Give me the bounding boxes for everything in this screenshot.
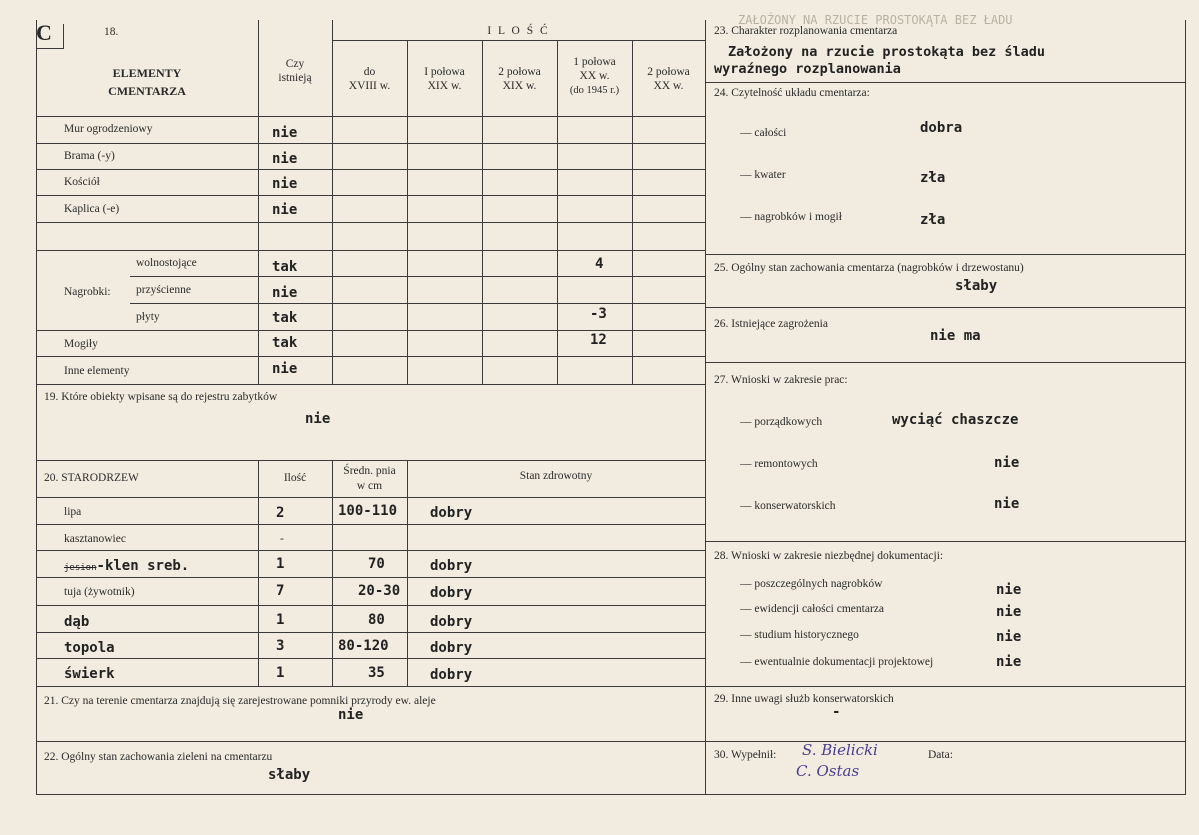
tree-name: dąb [64, 614, 90, 630]
sec27-item-label: — remontowych [740, 458, 818, 470]
sec26-label: 26. Istniejące zagrożenia [714, 318, 828, 330]
row-przys-label: przyścienne [136, 284, 191, 296]
tree-qty: 1 [276, 556, 285, 572]
tree-diam: 80-120 [338, 638, 389, 654]
sec24-item-value: zła [920, 170, 946, 186]
col-2-l1: I połowa [424, 66, 465, 78]
sec20-label: 20. STARODRZEW [44, 472, 139, 484]
sec18-title-2: CMENTARZA [108, 84, 186, 98]
col-exists-1: Czy [285, 58, 305, 70]
tree-diam: 100-110 [338, 503, 398, 519]
tree-diam: 80 [368, 612, 385, 628]
row-kaplica-exists: nie [272, 202, 298, 218]
tree-name: jesion-klen sreb. [64, 558, 190, 574]
row-wolno-exists: tak [272, 259, 298, 275]
signature-1: S. Bielicki [802, 741, 878, 759]
sec28-item-label: — ewentualnie dokumentacji projektowej [740, 656, 934, 668]
tree-state: dobry [430, 585, 473, 601]
row-brama-label: Brama (-y) [64, 150, 115, 162]
sec28-item-value: nie [996, 654, 1022, 670]
sec23-label: 23. Charakter rozplanowania cmentarza [714, 25, 898, 37]
sec27-label: 27. Wnioski w zakresie prac: [714, 374, 848, 386]
sec24-label: 24. Czytelność układu cmentarza: [714, 87, 870, 99]
sec27-item-label: — konserwatorskich [740, 500, 836, 512]
tree-qty: 2 [276, 505, 285, 521]
sec22-value: słaby [268, 767, 311, 783]
ilosc-header: I L O Ś Ć [487, 25, 550, 37]
col-1-l1: do [363, 66, 376, 78]
tree-qty: 7 [276, 583, 285, 599]
col-4-l1: 1 połowa [573, 56, 616, 68]
sec24-item-value: dobra [920, 120, 963, 136]
col-2-l2: XIX w. [427, 80, 462, 92]
row-mur-exists: nie [272, 125, 298, 141]
row-mur-label: Mur ogrodzeniowy [64, 123, 153, 135]
sec28-item-label: — poszczególnych nagrobków [740, 578, 883, 590]
row-inne-exists: nie [272, 361, 298, 377]
sec23-faint-text: ZAŁOŻONY NA RZUCIE PROSTOKĄTA BEZ ŁADU [738, 13, 1013, 27]
tree-name: świerk [64, 666, 115, 682]
col-5-l2: XX w. [653, 80, 684, 92]
col-3-l1: 2 połowa [498, 66, 541, 78]
col-4-l2: XX w. [579, 70, 610, 82]
row-inne-label: Inne elementy [64, 365, 130, 377]
sec25-label: 25. Ogólny stan zachowania cmentarza (nagrobków i drzewostanu) [714, 262, 1024, 274]
row-mogily-count: 12 [590, 332, 607, 348]
tree-qty: 1 [276, 612, 285, 628]
sec27-item-label: — porządkowych [740, 416, 823, 428]
sec20-col-sred-1: Średn. pnia [343, 465, 396, 477]
row-mogily-label: Mogiły [64, 338, 98, 350]
row-plyty-label: płyty [136, 311, 160, 323]
tree-qty: 1 [276, 665, 285, 681]
sec24-item-label: — nagrobków i mogił [740, 211, 842, 223]
sec29-label: 29. Inne uwagi służb konserwatorskich [714, 693, 894, 705]
col-5-l1: 2 połowa [647, 66, 690, 78]
tree-name: lipa [64, 506, 82, 518]
sec24-item-label: — kwater [740, 169, 786, 181]
sec21-value: nie [338, 707, 364, 723]
tree-diam: 35 [368, 665, 385, 681]
tree-state: dobry [430, 640, 473, 656]
sec28-item-label: — studium historycznego [740, 629, 859, 641]
sec30-date-label: Data: [928, 749, 953, 761]
sec28-item-value: nie [996, 629, 1022, 645]
sec28-item-label: — ewidencji całości cmentarza [740, 603, 884, 615]
col-exists-2: istnieją [278, 72, 312, 84]
nagrobki-label: Nagrobki: [64, 286, 111, 298]
sec18-title-1: ELEMENTY [112, 66, 182, 80]
row-wolno-count: 4 [595, 256, 604, 272]
tree-state: dobry [430, 558, 473, 574]
sec22-label: 22. Ogólny stan zachowania zieleni na cmentarzu [44, 751, 273, 763]
row-plyty-exists: tak [272, 310, 298, 326]
sec20-col-ilosc: Ilość [283, 472, 307, 484]
sec23-line-2: wyraźnego rozplanowania [714, 61, 901, 77]
sec30-label: 30. Wypełnił: [714, 749, 777, 761]
sec27-item-value: nie [994, 496, 1020, 512]
tree-state: dobry [430, 505, 473, 521]
row-wolno-label: wolnostojące [136, 257, 197, 269]
tree-name: tuja (żywotnik) [64, 586, 135, 598]
card-letter: C [36, 20, 52, 45]
col-4-l3: (do 1945 r.) [569, 85, 620, 96]
sec27-item-value: wyciąć chaszcze [892, 412, 1019, 428]
row-przys-exists: nie [272, 285, 298, 301]
tree-qty: - [280, 533, 284, 545]
sec29-value: - [832, 704, 841, 720]
tree-diam: 20-30 [358, 583, 401, 599]
sec26-value: nie ma [930, 328, 981, 344]
sec28-item-value: nie [996, 604, 1022, 620]
sec23-line-1: Założony na rzucie prostokąta bez śladu [728, 44, 1045, 60]
tree-state: dobry [430, 667, 473, 683]
sec24-item-label: — całości [740, 127, 787, 139]
sec20-col-sred-2: w cm [356, 480, 383, 492]
sec25-value: słaby [955, 278, 998, 294]
sec21-label: 21. Czy na terenie cmentarza znajdują się zarejestrowane pomniki przyrody ew. aleje [44, 695, 436, 707]
row-kosciol-label: Kościół [64, 176, 100, 188]
sec27-item-value: nie [994, 455, 1020, 471]
sec28-label: 28. Wnioski w zakresie niezbędnej dokumentacji: [714, 550, 944, 562]
sec28-item-value: nie [996, 582, 1022, 598]
row-brama-exists: nie [272, 151, 298, 167]
tree-name: kasztanowiec [64, 533, 126, 545]
tree-diam: 70 [368, 556, 385, 572]
row-plyty-count: -3 [590, 306, 607, 322]
signature-2: C. Ostas [796, 762, 860, 780]
tree-qty: 3 [276, 638, 285, 654]
col-1-l2: XVIII w. [348, 80, 391, 92]
tree-state: dobry [430, 614, 473, 630]
sec20-col-stan: Stan zdrowotny [519, 470, 593, 482]
row-mogily-exists: tak [272, 335, 298, 351]
col-3-l2: XIX w. [502, 80, 537, 92]
row-kosciol-exists: nie [272, 176, 298, 192]
sec24-item-value: zła [920, 212, 946, 228]
sec18-number: 18. [104, 26, 119, 38]
sec19-label: 19. Które obiekty wpisane są do rejestru zabytków [44, 391, 278, 403]
sec19-value: nie [305, 411, 331, 427]
row-kaplica-label: Kaplica (-e) [64, 203, 120, 215]
tree-name: topola [64, 640, 115, 656]
